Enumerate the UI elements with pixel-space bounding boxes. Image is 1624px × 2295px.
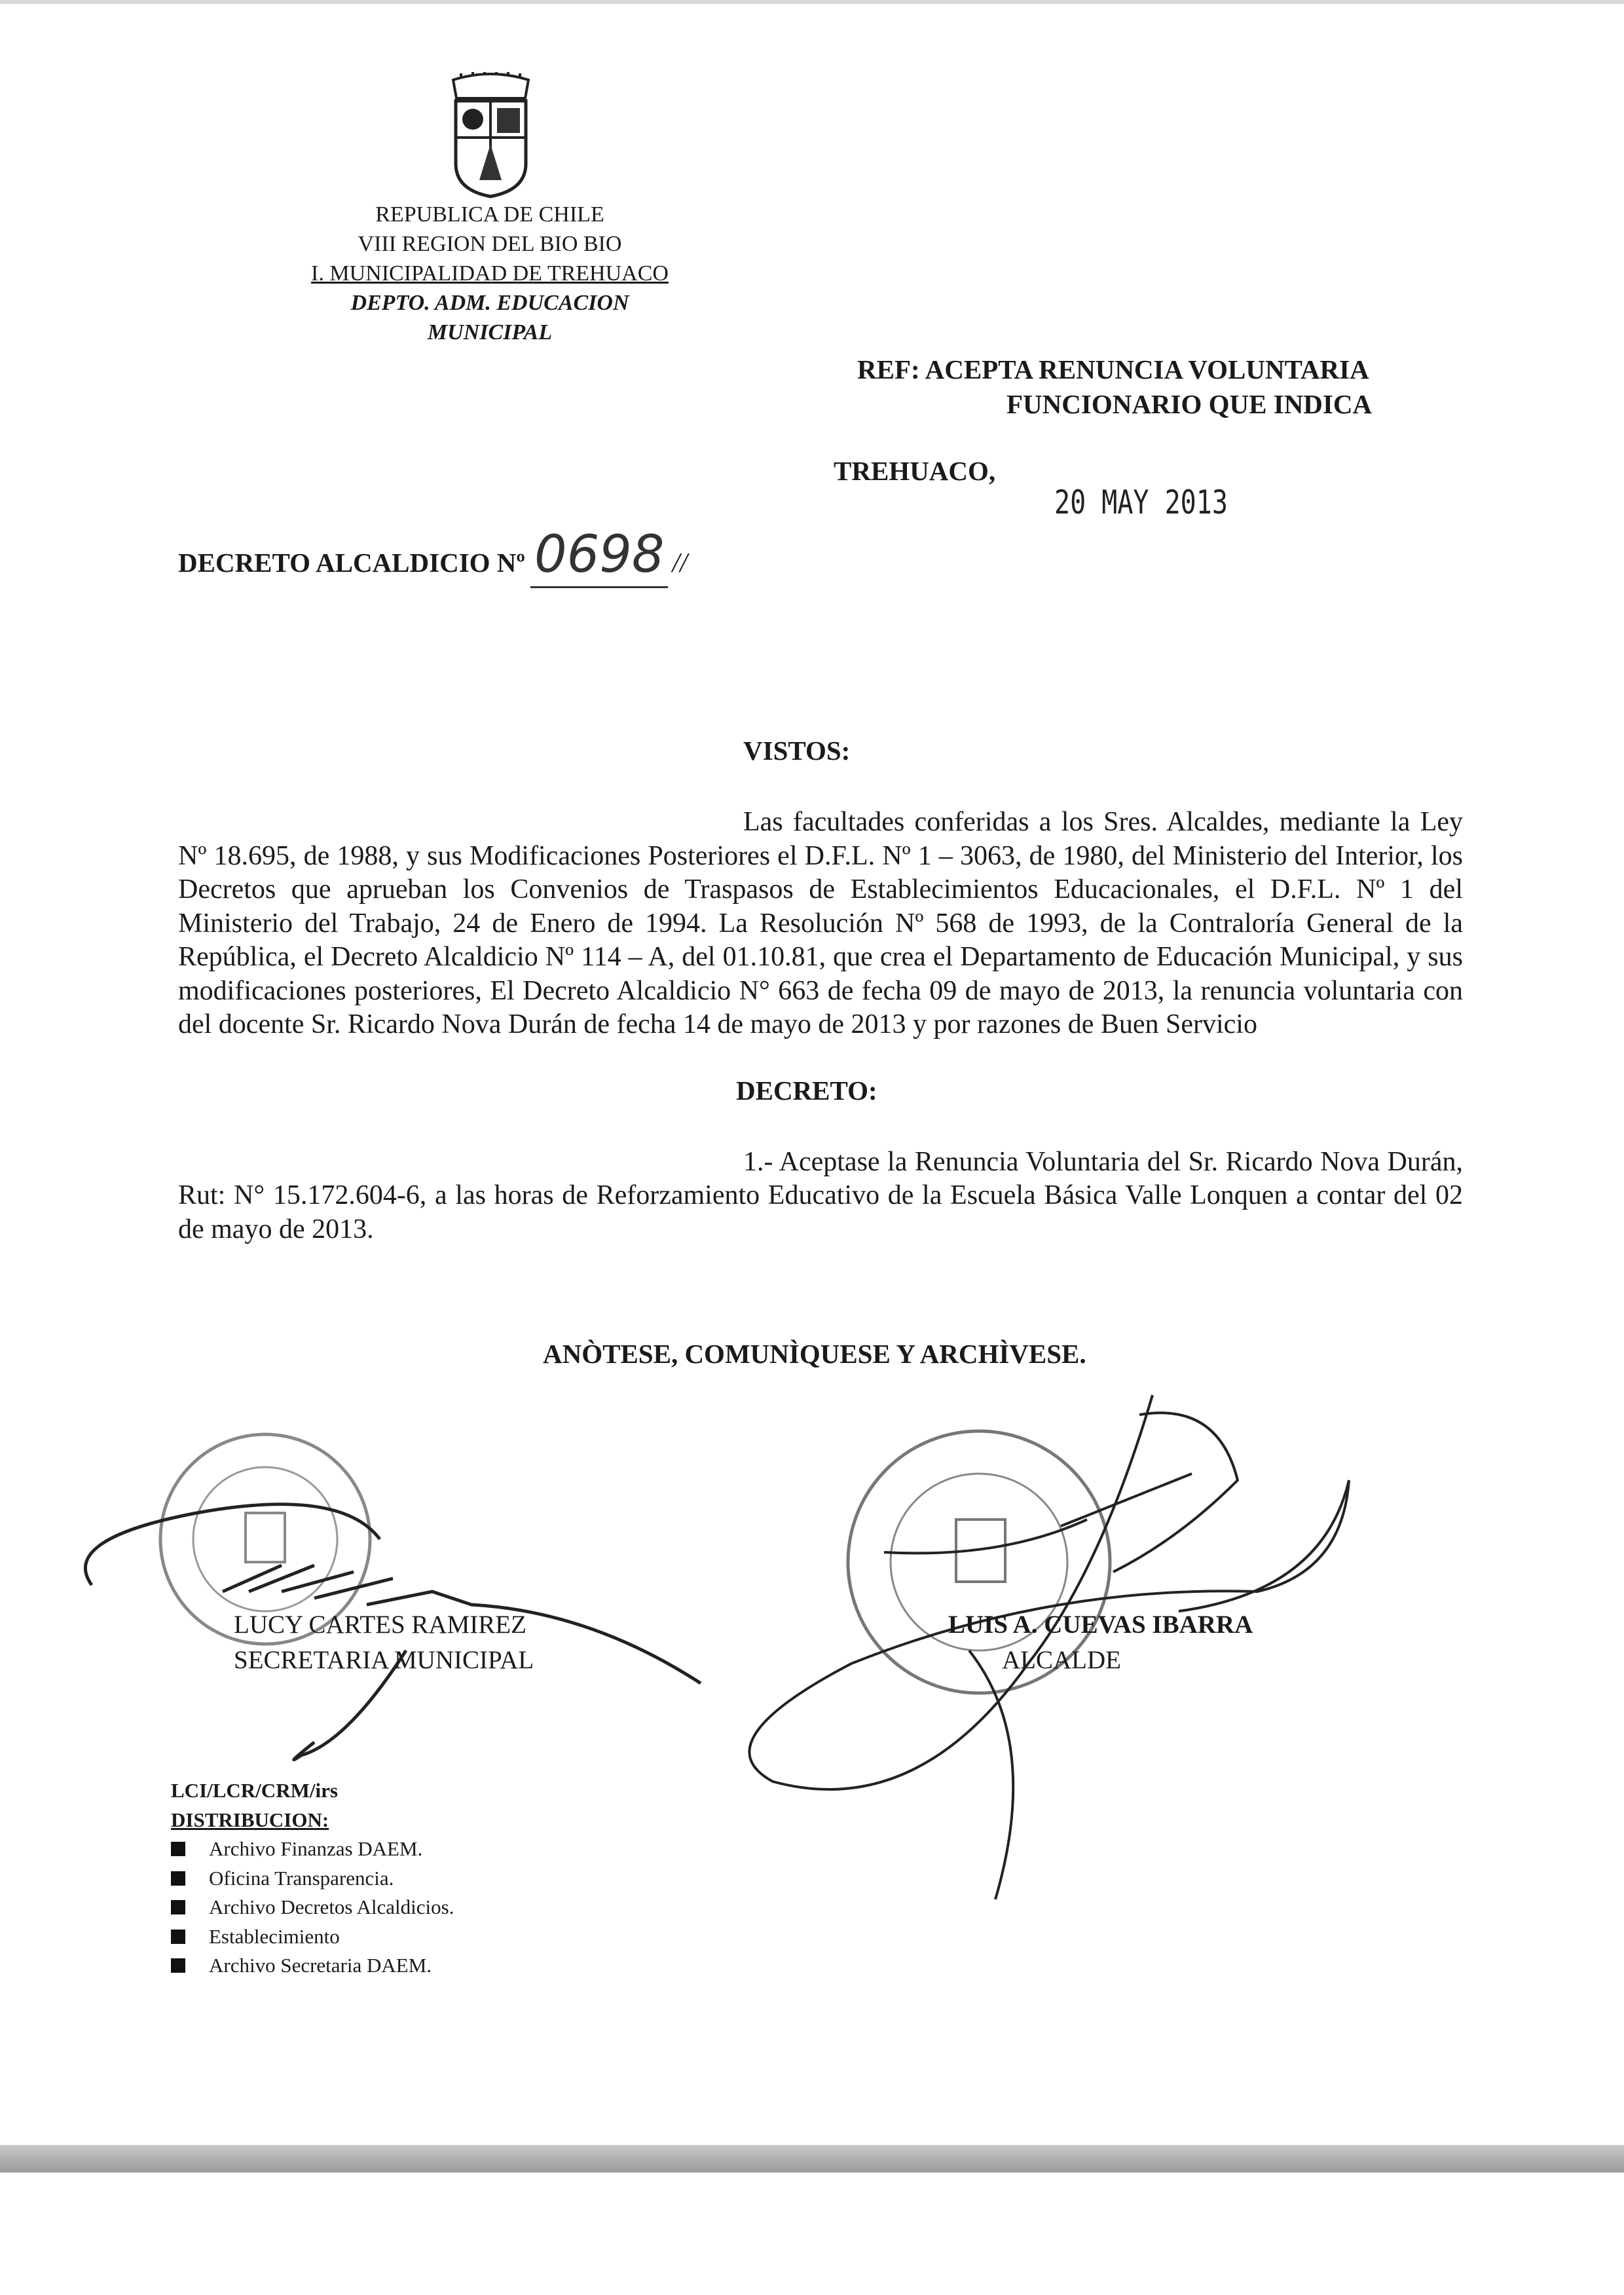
closing-formula: ANÒTESE, COMUNÌQUESE Y ARCHÌVESE. — [543, 1339, 1086, 1369]
distribution-item: Establecimiento — [171, 1922, 454, 1952]
decreto-item-1: 1.- Aceptase la Renuncia Voluntaria del Sr. Ricardo Nova Durán, Rut: N° 15.172.604-6, a las horas de Reforzamiento Educativo de la Escuela Básica Valle Lonquen a contar del 02 de mayo de 2013. — [178, 1146, 1463, 1244]
scan-edge-bottom — [0, 2145, 1624, 2173]
distribution-item: Oficina Transparencia. — [171, 1864, 454, 1894]
distribution-block — [171, 1776, 454, 1981]
decreto-heading: DECRETO: — [736, 1075, 877, 1106]
bullet-square-icon — [171, 1900, 185, 1914]
distribution-list — [171, 1835, 454, 1981]
bullet-square-icon — [171, 1871, 185, 1886]
distribution-item: Archivo Finanzas DAEM. — [171, 1835, 454, 1864]
decree-number-suffix: // — [672, 548, 688, 578]
distribution-item: Archivo Secretaria DAEM. — [171, 1951, 454, 1981]
decree-body — [178, 735, 1463, 1370]
letterhead-department: DEPTO. ADM. EDUCACION MUNICIPAL — [350, 291, 629, 345]
vistos-heading: VISTOS: — [743, 736, 851, 766]
date-stamp: 20 MAY 2013 — [1054, 483, 1228, 521]
letterhead-region: VIII REGION DEL BIO BIO — [358, 232, 622, 256]
mayor-title: ALCALDE — [1002, 1646, 1121, 1674]
decree-number-label: DECRETO ALCALDICIO Nº — [178, 548, 525, 578]
bullet-square-icon — [171, 1842, 185, 1856]
reference-line2: FUNCIONARIO QUE INDICA — [1006, 389, 1373, 419]
initials: LCI/LCR/CRM/irs — [171, 1779, 338, 1802]
place-label: TREHUACO, — [834, 456, 996, 486]
bullet-square-icon — [171, 1958, 185, 1973]
bullet-square-icon — [171, 1930, 185, 1944]
coat-of-arms-icon — [447, 72, 535, 200]
letterhead — [293, 200, 686, 347]
secretary-title: SECRETARIA MUNICIPAL — [234, 1646, 534, 1674]
reference-line1: REF: ACEPTA RENUNCIA VOLUNTARIA — [857, 354, 1369, 384]
decree-number-row — [178, 524, 688, 588]
letterhead-municipality: I. MUNICIPALIDAD DE TREHUACO — [311, 261, 669, 286]
secretary-name: LUCY CARTES RAMIREZ — [234, 1611, 526, 1639]
vistos-paragraph: Las facultades conferidas a los Sres. Alcaldes, mediante la Ley Nº 18.695, de 1988, y sus Modificaciones Posteriores el D.F.L. Nº 1 – 3063, de 1980, del Ministerio del Interior, los Decretos que aprueban los Convenios de Traspasos de Establecimientos Educacionales, el D.F.L. Nº 1 del Ministerio del Trabajo, 24 de Enero de 1994. La Resolución Nº 568 de 1993, de la Contraloría General de la República, el Decreto Alcaldicio Nº 114 – A, del 01.10.81, que crea el Departamento de Educación Municipal, y sus modificaciones posteriores, El Decreto Alcaldicio N° 663 de fecha 09 de mayo de 2013, la renuncia voluntaria con del docente Sr. Ricardo Nova Durán de fecha 14 de mayo de 2013 y por razones de Buen Servicio — [178, 807, 1463, 1039]
distribution-heading: DISTRIBUCION: — [171, 1808, 329, 1831]
letterhead-country: REPUBLICA DE CHILE — [375, 202, 604, 227]
distribution-item: Archivo Decretos Alcaldicios. — [171, 1893, 454, 1922]
mayor-name: LUIS A. CUEVAS IBARRA — [948, 1611, 1253, 1639]
secretary-signature — [65, 1375, 786, 1808]
scan-edge-top — [0, 0, 1624, 4]
decree-number-handwritten: 0698 — [530, 524, 669, 588]
